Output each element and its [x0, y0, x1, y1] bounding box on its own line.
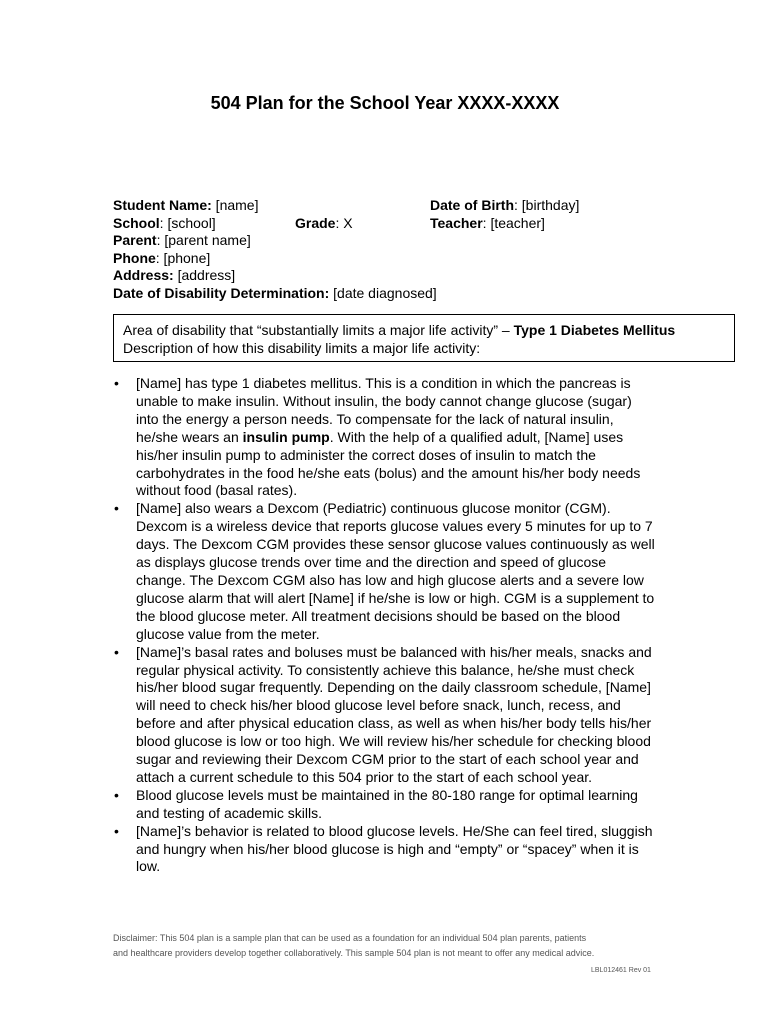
bullet-text: [Name]’s basal rates and boluses must be balanced with his/her meals, snacks and regular physical activity. To consistently achieve this balance, he/she must check his/her blood sugar frequently. Depending on the daily classroom schedule, [Name] will need to check his/her blood glucose level before snack, lunch, recess, and before and after physical education class, as well as when his/her body tells his/her blood glucose is low or too high. We will review his/her schedule for checking blood sugar and reviewing their Dexcom CGM prior to the start of each school year and attach a current schedule to this 504 prior to the start of each school year. — [136, 643, 652, 785]
list-item — [113, 787, 658, 823]
phone-field — [113, 250, 713, 268]
phone-label: Phone — [113, 249, 156, 266]
date-of-birth-field — [430, 197, 579, 215]
grade-value: : X — [335, 214, 353, 231]
dob-value: : [birthday] — [514, 197, 580, 213]
disclaimer-line-1: Disclaimer: This 504 plan is a sample plan that can be used as a foundation for an individual 504 plan parents, patients — [113, 933, 587, 943]
dob-label: Date of Birth — [430, 197, 514, 213]
disability-area-line — [123, 321, 734, 339]
grade-label: Grade — [295, 214, 336, 231]
phone-value: : [phone] — [155, 249, 211, 266]
bullet-text: Blood glucose levels must be maintained in the 80-180 range for optimal learning and testing of academic skills. — [136, 786, 638, 821]
bullet-glyph: • — [114, 500, 119, 517]
teacher-value: : [teacher] — [482, 214, 545, 231]
school-field — [113, 215, 216, 231]
address-field — [113, 267, 713, 285]
bullet-glyph: • — [114, 643, 119, 660]
parent-field — [113, 232, 713, 250]
teacher-field — [430, 215, 545, 233]
student-info-section — [113, 197, 713, 303]
list-item — [113, 644, 658, 787]
page-title: 504 Plan for the School Year XXXX-XXXX — [210, 93, 560, 113]
disability-type: Type 1 Diabetes Mellitus — [513, 322, 676, 338]
disclaimer-line-2: and healthcare providers develop together collaboratively. This sample 504 plan is not meant to offer any medical advice. — [113, 948, 595, 958]
disability-bullet-list — [113, 375, 658, 876]
address-label: Address: — [113, 267, 174, 284]
info-row-name-dob — [113, 197, 713, 215]
insulin-pump-emphasis: insulin pump — [242, 428, 330, 445]
bullet-text-before: [Name] has type 1 diabetes mellitus. This is a condition in which the pancreas is unable to make insulin. Without insulin, the body cannot change glucose (sugar) into the energy a person needs. To compensate for the lack of natural insulin, he/she wears an — [136, 375, 632, 445]
teacher-label: Teacher — [430, 214, 483, 231]
list-item — [113, 500, 658, 643]
bullet-glyph: • — [114, 822, 119, 839]
bullet-text: [Name] also wears a Dexcom (Pediatric) continuous glucose monitor (CGM). Dexcom is a wireless device that reports glucose values every 5 minutes for up to 7 days. The Dexcom CGM provides these sensor glucose values continuously as well as displays glucose trends over time and the direction and speed of glucose change. The Dexcom CGM also has low and high glucose alerts and a severe low glucose alarm that will alert [Name] if he/she is low or high. CGM is a supplement to the blood glucose meter. All treatment decisions should be based on the blood glucose value from the meter. — [136, 500, 655, 642]
student-name-field — [113, 197, 259, 213]
parent-label: Parent — [113, 232, 157, 249]
disclaimer — [113, 931, 673, 961]
student-name-value: [name] — [211, 197, 259, 213]
disability-date-value: [date diagnosed] — [329, 284, 437, 301]
list-item — [113, 375, 658, 500]
bullet-glyph: • — [114, 786, 119, 803]
disability-box — [113, 314, 735, 362]
disability-date-label: Date of Disability Determination: — [113, 284, 330, 301]
parent-value: : [parent name] — [156, 232, 251, 249]
bullet-text: [Name]’s behavior is related to blood glucose levels. He/She can feel tired, sluggish and hungry when his/her blood glucose is high and “empty” or “spacey” when it is low. — [136, 822, 653, 875]
bullet-text-after: . With the help of a qualified adult, [Name] uses his/her insulin pump to administer the correct doses of insulin to match the carbohydrates in the food he/she eats (bolus) and the amount his/her body needs without food (basal rates). — [136, 428, 641, 499]
school-value: : [school] — [159, 214, 216, 231]
disability-description-line: Description of how this disability limits a major life activity: — [123, 340, 481, 356]
info-row-school-grade-teacher — [113, 215, 713, 233]
bullet-glyph: • — [114, 375, 119, 391]
student-name-label: Student Name: — [113, 197, 212, 213]
list-item — [113, 823, 658, 877]
school-label: School — [113, 214, 160, 231]
document-code: LBL012461 Rev 01 — [591, 967, 651, 974]
disability-area-text: Area of disability that “substantially limits a major life activity” – — [123, 322, 514, 338]
grade-field — [295, 215, 353, 233]
disability-date-field — [113, 285, 713, 303]
address-value: [address] — [173, 267, 236, 284]
